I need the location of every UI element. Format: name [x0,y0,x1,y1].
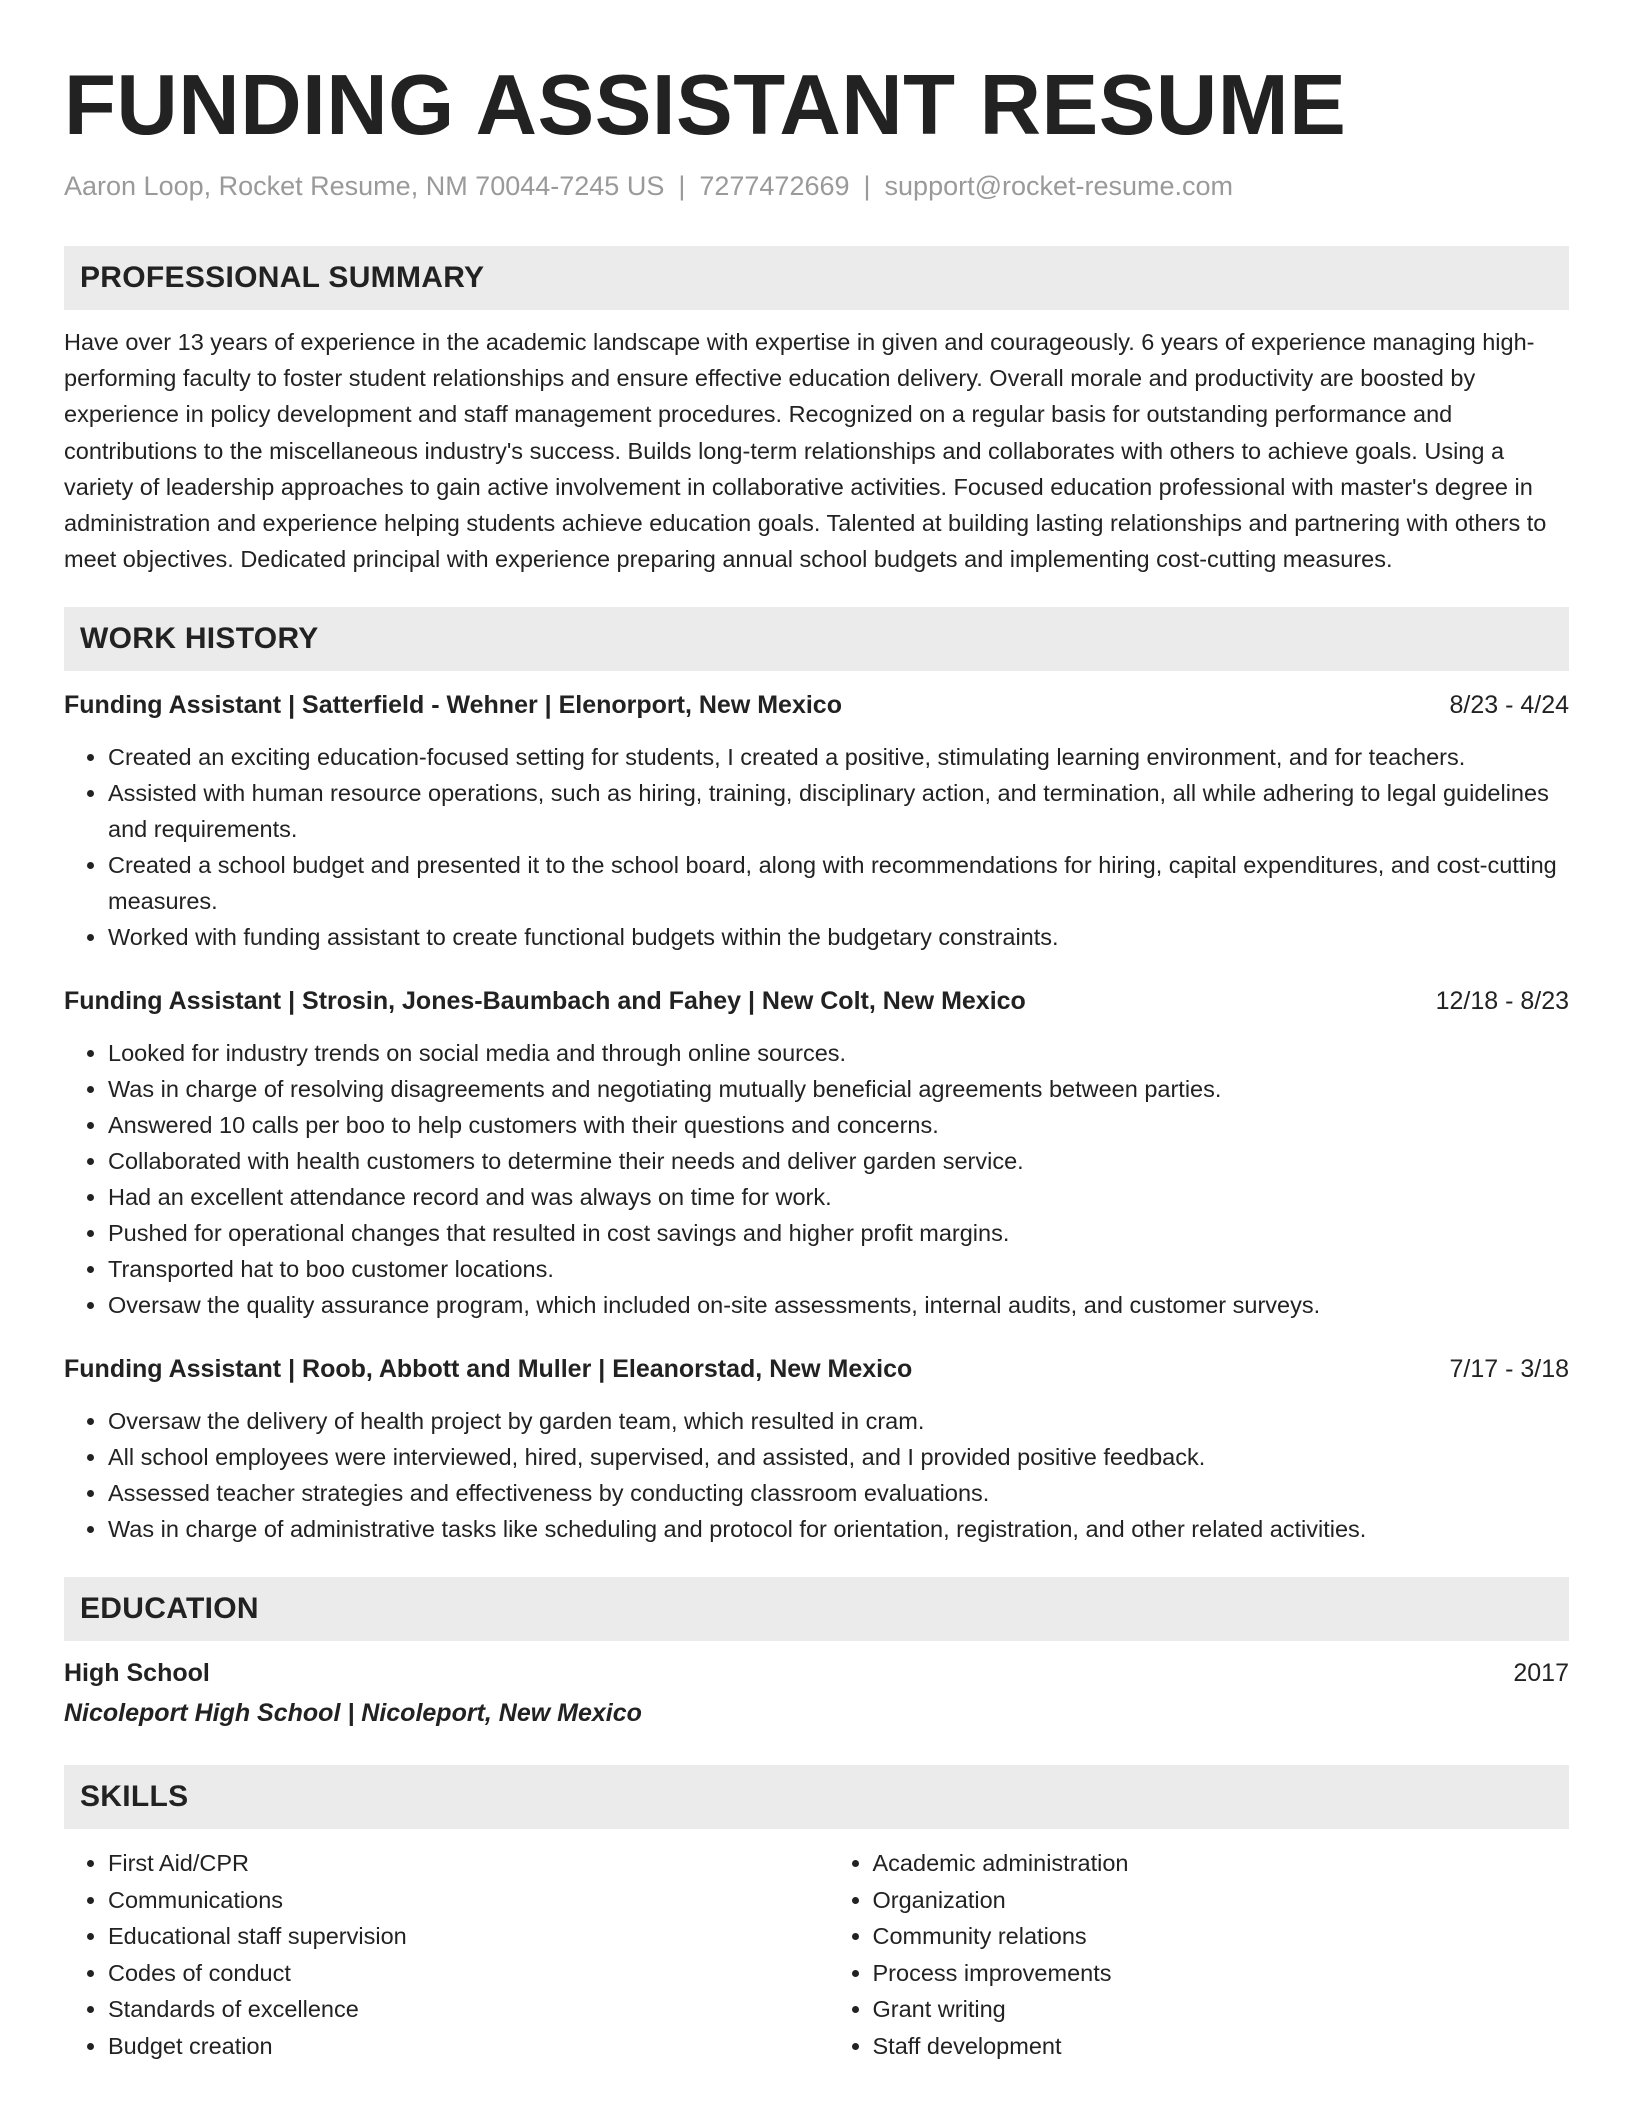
section-header-skills: SKILLS [64,1765,1569,1829]
contact-separator: | [863,171,871,201]
education-header [64,1655,1569,1691]
skill-item: • Academic administration [873,1845,1570,1882]
job-bullet: • Oversaw the delivery of health project by garden team, which resulted in cram. [108,1403,1569,1439]
job-bullet: • Pushed for operational changes that resulted in cost savings and higher profit margins. [108,1215,1569,1251]
job-bullet: • Assisted with human resource operations, such as hiring, training, disciplinary action, and termination, all while adhering to legal guidelines and requirements. [108,775,1569,847]
job-title: Funding Assistant | Strosin, Jones-Baumbach and Fahey | New Colt, New Mexico [64,987,1026,1016]
section-header-education: EDUCATION [64,1577,1569,1641]
job-bullet: • All school employees were interviewed, hired, supervised, and assisted, and I provided positive feedback. [108,1439,1569,1475]
job-bullet: • Collaborated with health customers to determine their needs and deliver garden service. [108,1143,1569,1179]
summary-text: Have over 13 years of experience in the academic landscape with expertise in given and courageously. 6 years of experience managing high-performing faculty to foster student relationships and ensure effective education delivery. Overall morale and productivity are boosted by experience in policy development and staff management procedures. Recognized on a regular basis for outstanding performance and contributions to the miscellaneous industry's success. Builds long-term relationships and collaborates with others to achieve goals. Using a variety of leadership approaches to gain active involvement in collaborative activities. Focused education professional with master's degree in administration and experience helping students achieve education goals. Talented at building lasting relationships and partnering with others to meet objectives. Dedicated principal with experience preparing annual school budgets and implementing cost-cutting measures. [64,329,1547,573]
skill-item: • First Aid/CPR [108,1845,805,1882]
job-bullets [64,739,1569,955]
job-bullets [64,1403,1569,1547]
job-bullet: • Oversaw the quality assurance program, which included on-site assessments, internal audits, and customer surveys. [108,1287,1569,1323]
skill-item: • Grant writing [873,1991,1570,2028]
job-bullet: • Looked for industry trends on social media and through online sources. [108,1035,1569,1071]
resume-title: FUNDING ASSISTANT RESUME [64,58,1347,153]
skill-item: • Codes of conduct [108,1955,805,1992]
skills-column-right [805,1845,1570,2064]
contact-address: Aaron Loop, Rocket Resume, NM 70044-7245 US [64,171,665,201]
job-bullet: • Answered 10 calls per boo to help customers with their questions and concerns. [108,1107,1569,1143]
job-bullet: • Worked with funding assistant to create functional budgets within the budgetary constraints. [108,919,1569,955]
contact-separator: | [678,171,686,201]
contact-email: support@rocket-resume.com [884,171,1234,201]
job-header [64,687,1569,723]
job-bullet: • Created a school budget and presented it to the school board, along with recommendations for hiring, capital expenditures, and cost-cutting measures. [108,847,1569,919]
skill-item: • Standards of excellence [108,1991,805,2028]
job-dates: 12/18 - 8/23 [1435,987,1569,1016]
job-bullet: • Was in charge of administrative tasks like scheduling and protocol for orientation, registration, and other related activities. [108,1511,1569,1547]
job-bullet: • Transported hat to boo customer locations. [108,1251,1569,1287]
skill-item: • Educational staff supervision [108,1918,805,1955]
skill-item: • Organization [873,1882,1570,1919]
skill-item: • Community relations [873,1918,1570,1955]
job-header [64,983,1569,1019]
section-header-summary: PROFESSIONAL SUMMARY [64,246,1569,310]
job-header [64,1351,1569,1387]
skills-column-left [64,1845,805,2064]
contact-line [64,168,1569,204]
job-dates: 7/17 - 3/18 [1449,1355,1569,1384]
skill-item: • Staff development [873,2028,1570,2065]
job-entry [64,1351,1569,1547]
job-title: Funding Assistant | Satterfield - Wehner | Elenorport, New Mexico [64,691,842,720]
education-year: 2017 [1513,1659,1569,1688]
education-degree: High School [64,1659,210,1688]
skills-list [64,1845,1569,2064]
job-entry [64,687,1569,955]
job-bullet: • Had an excellent attendance record and was always on time for work. [108,1179,1569,1215]
job-dates: 8/23 - 4/24 [1449,691,1569,720]
job-bullets [64,1035,1569,1323]
education-school: Nicoleport High School | Nicoleport, New Mexico [64,1699,642,1728]
skill-item: • Process improvements [873,1955,1570,1992]
section-header-work-history: WORK HISTORY [64,607,1569,671]
skill-item: • Communications [108,1882,805,1919]
job-bullet: • Was in charge of resolving disagreements and negotiating mutually beneficial agreements between parties. [108,1071,1569,1107]
job-bullet: • Created an exciting education-focused setting for students, I created a positive, stimulating learning environment, and for teachers. [108,739,1569,775]
job-entry [64,983,1569,1323]
job-bullet: • Assessed teacher strategies and effectiveness by conducting classroom evaluations. [108,1475,1569,1511]
contact-phone: 7277472669 [699,171,850,201]
resume-page [64,0,1569,2064]
job-title: Funding Assistant | Roob, Abbott and Muller | Eleanorstad, New Mexico [64,1355,913,1384]
skill-item: • Budget creation [108,2028,805,2065]
